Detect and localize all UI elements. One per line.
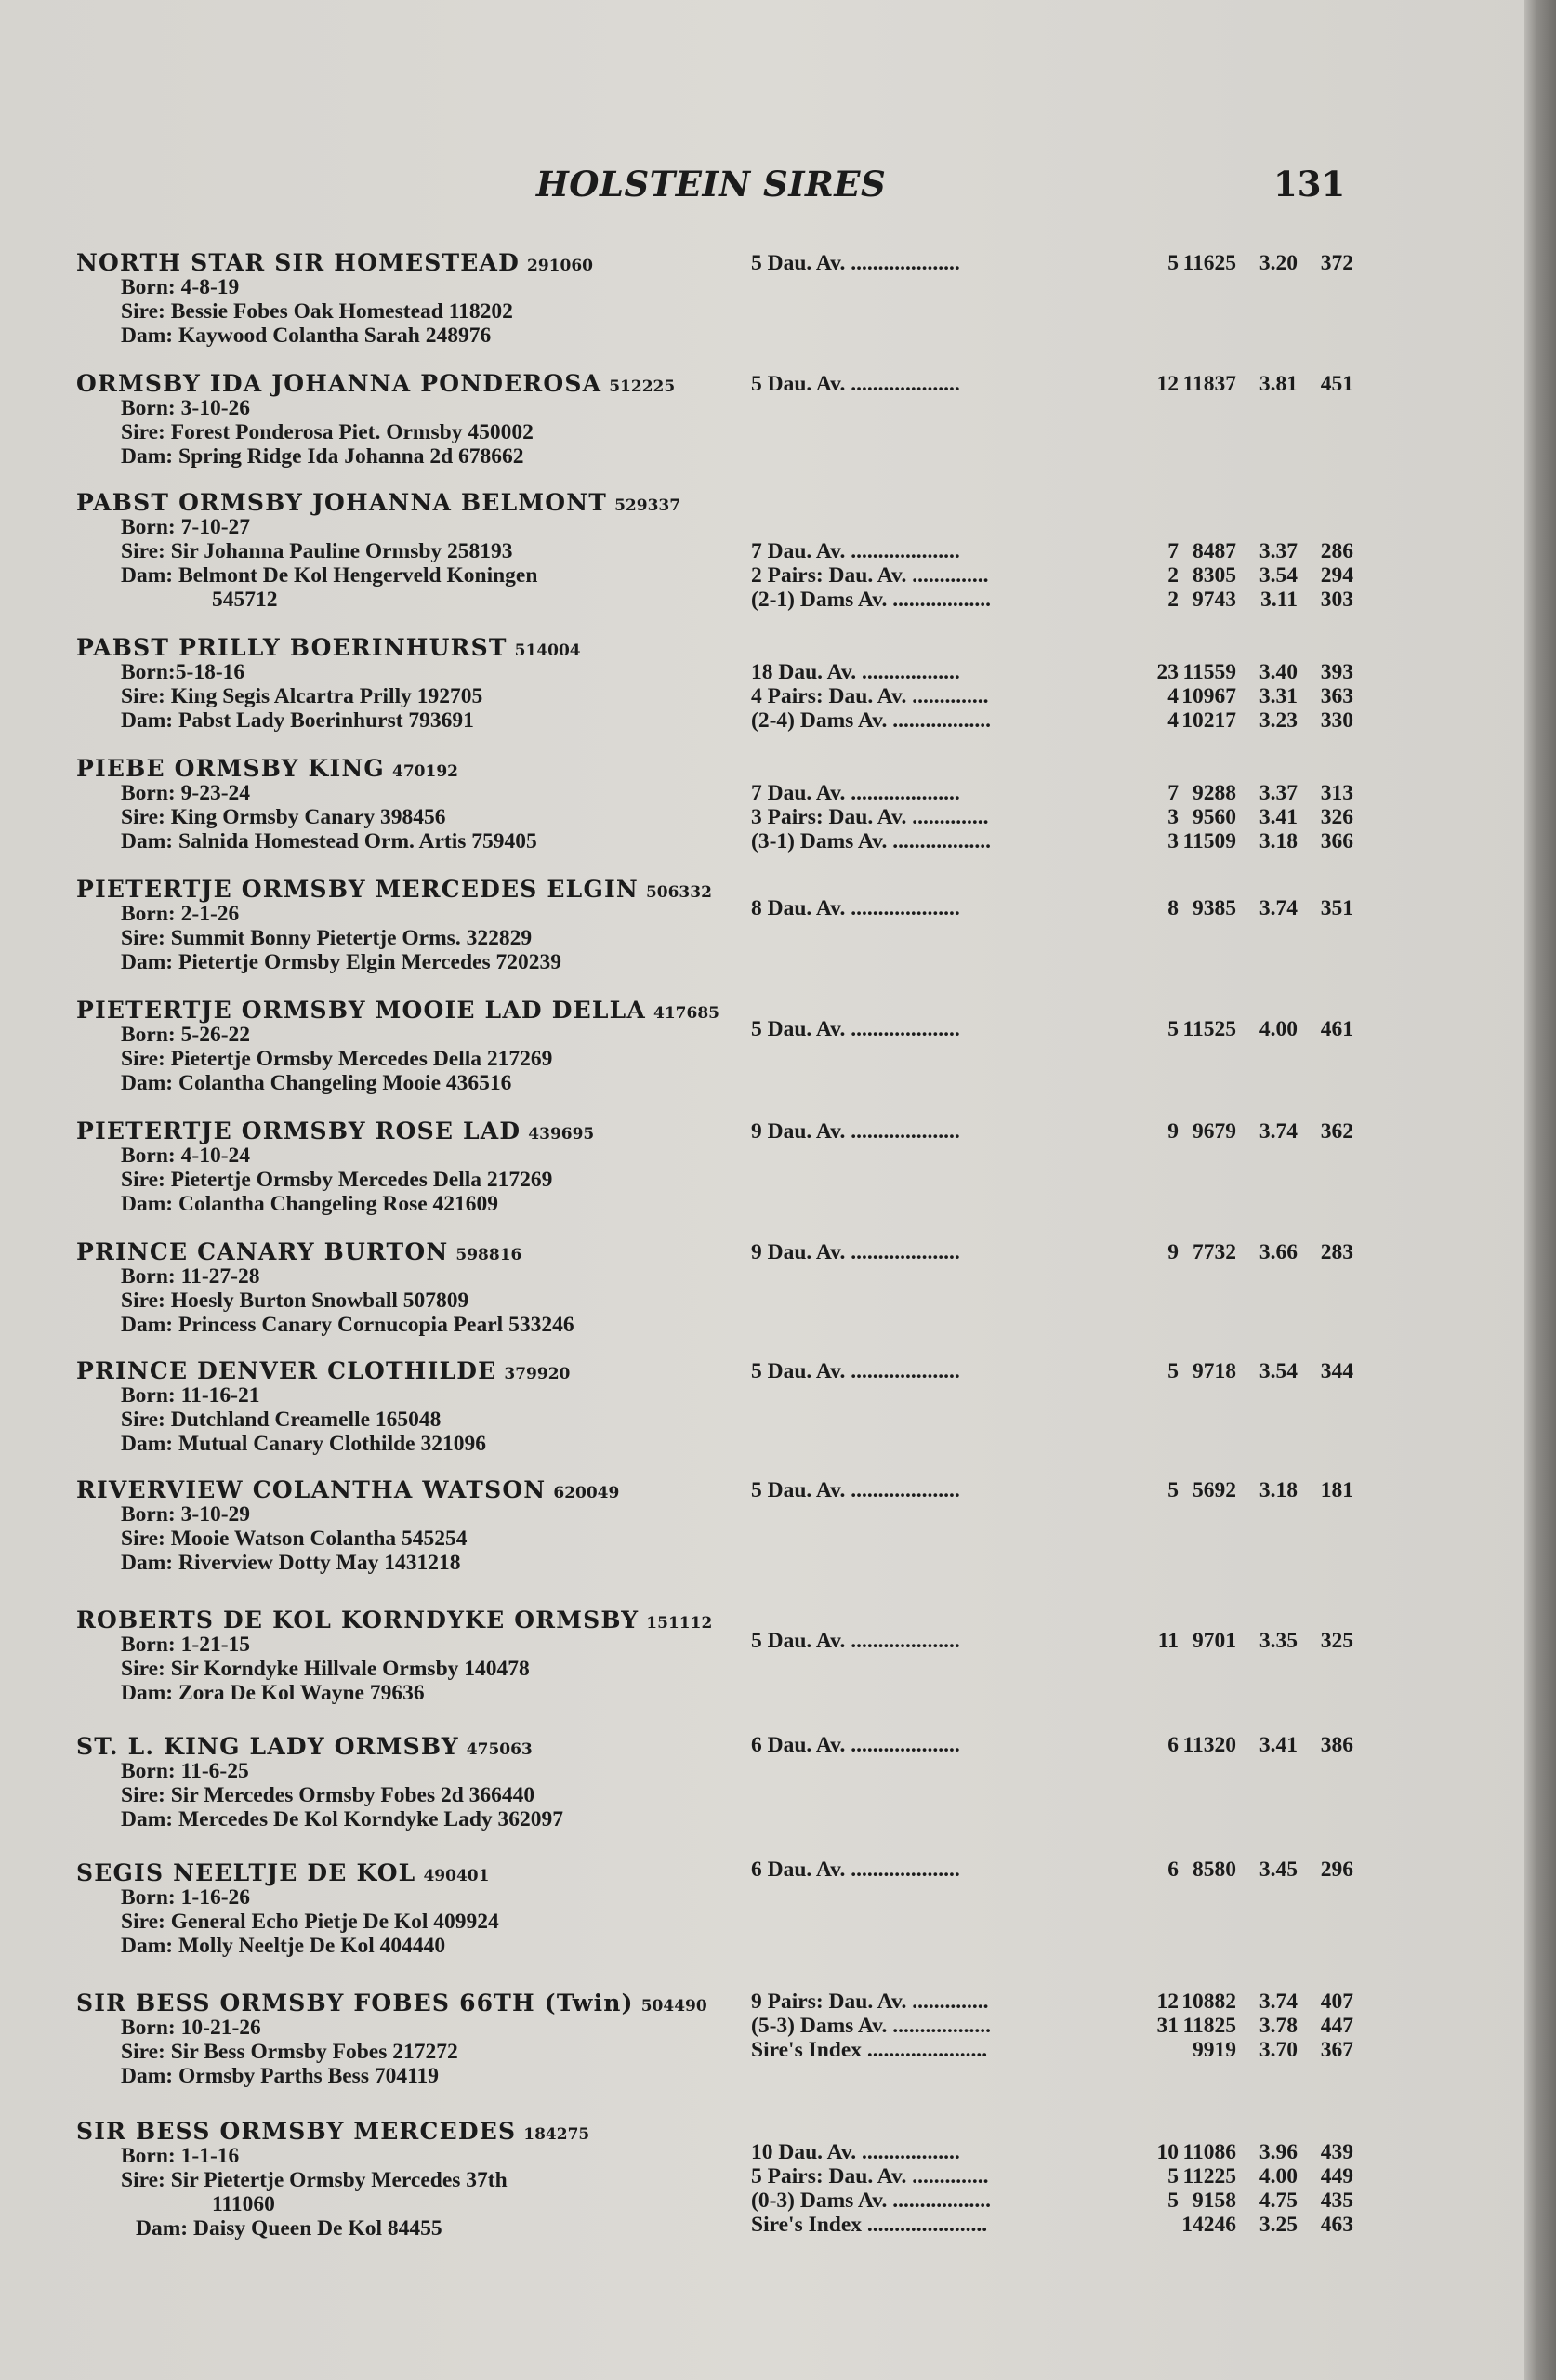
sire-name: PRINCE CANARY BURTON 598816 xyxy=(76,1238,522,1265)
sire-line: Sire: Summit Bonny Pietertje Orms. 322829 xyxy=(121,926,533,950)
born-line: Born: 4-8-19 xyxy=(121,275,240,299)
sire-name: ST. L. KING LADY ORMSBY 475063 xyxy=(76,1733,533,1760)
sire-name: SEGIS NEELTJE DE KOL 490401 xyxy=(76,1859,490,1886)
sire-name: SIR BESS ORMSBY FOBES 66TH (Twin) 504490 xyxy=(76,1990,707,2016)
registration-number: 291060 xyxy=(527,257,593,275)
born-line: Born: 2-1-26 xyxy=(121,902,240,926)
born-line: Born: 9-23-24 xyxy=(121,781,251,805)
sire-line: Sire: King Ormsby Canary 398456 xyxy=(121,805,446,829)
registration-number: 598816 xyxy=(455,1246,522,1264)
dam-line: Dam: Mercedes De Kol Korndyke Lady 362097 xyxy=(121,1807,564,1831)
sire-line: Sire: Forest Ponderosa Piet. Ormsby 450002 xyxy=(121,420,534,444)
registration-number: 470192 xyxy=(392,762,458,781)
born-line: Born: 7-10-27 xyxy=(121,515,251,539)
dam-line: Dam: Pietertje Ormsby Elgin Mercedes 720239 xyxy=(121,950,562,974)
sire-name: PABST PRILLY BOERINHURST 514004 xyxy=(76,634,581,661)
dam-line: Dam: Colantha Changeling Rose 421609 xyxy=(121,1192,499,1216)
sire-line: Sire: Sir Mercedes Ormsby Fobes 2d 366440 xyxy=(121,1783,535,1807)
sire-line: Sire: Dutchland Creamelle 165048 xyxy=(121,1408,442,1432)
sire-line: Sire: Pietertje Ormsby Mercedes Della 217269 xyxy=(121,1047,553,1071)
registration-number: 504490 xyxy=(640,1997,707,2016)
born-line: Born: 10-21-26 xyxy=(121,2016,261,2040)
born-line: Born: 5-26-22 xyxy=(121,1023,251,1047)
registration-number: 514004 xyxy=(514,641,581,660)
sire-line: Sire: Sir Bess Ormsby Fobes 217272 xyxy=(121,2040,458,2064)
sire-name: SIR BESS ORMSBY MERCEDES 184275 xyxy=(76,2118,590,2145)
registration-number: 529337 xyxy=(614,496,681,515)
dam-line: Dam: Daisy Queen De Kol 84455 xyxy=(136,2216,442,2241)
page-number: 131 xyxy=(1273,164,1346,205)
registration-number: 184275 xyxy=(523,2125,590,2144)
sire-line: Sire: General Echo Pietje De Kol 409924 xyxy=(121,1910,499,1934)
sire-name: ORMSBY IDA JOHANNA PONDEROSA 512225 xyxy=(76,370,676,397)
dam-line: Dam: Molly Neeltje De Kol 404440 xyxy=(121,1934,446,1958)
registration-number: 439695 xyxy=(528,1125,595,1144)
born-line: Born: 11-16-21 xyxy=(121,1383,260,1408)
dam-line: Dam: Spring Ridge Ida Johanna 2d 678662 xyxy=(121,444,524,469)
sire-line: Sire: Sir Johanna Pauline Ormsby 258193 xyxy=(121,539,513,563)
sire-line: Sire: Sir Korndyke Hillvale Ormsby 140478 xyxy=(121,1657,530,1681)
born-line: Born: 1-21-15 xyxy=(121,1633,251,1657)
sire-line: Sire: King Segis Alcartra Prilly 192705 xyxy=(121,684,483,708)
sire-name: PABST ORMSBY JOHANNA BELMONT 529337 xyxy=(76,489,681,516)
born-line: Born: 1-1-16 xyxy=(121,2144,240,2168)
born-line: Born: 3-10-26 xyxy=(121,396,251,420)
sire-name: PIETERTJE ORMSBY MERCEDES ELGIN 506332 xyxy=(76,876,712,903)
page-title: HOLSTEIN SIRES xyxy=(535,164,887,205)
dam-line: Dam: Princess Canary Cornucopia Pearl 533246 xyxy=(121,1313,574,1337)
sire-name: PIETERTJE ORMSBY MOOIE LAD DELLA 417685 xyxy=(76,997,719,1024)
sire-line: Sire: Sir Pietertje Ormsby Mercedes 37th xyxy=(121,2168,508,2192)
sire-line: Sire: Pietertje Ormsby Mercedes Della 217269 xyxy=(121,1168,553,1192)
sire-name: NORTH STAR SIR HOMESTEAD 291060 xyxy=(76,249,593,276)
registration-number: 512225 xyxy=(609,377,676,396)
born-line: Born:5-18-16 xyxy=(121,660,245,684)
dam-line: Dam: Salnida Homestead Orm. Artis 759405 xyxy=(121,829,537,853)
page-edge-shadow xyxy=(1524,0,1556,2380)
sire-name: PRINCE DENVER CLOTHILDE 379920 xyxy=(76,1357,571,1384)
dam-line: Dam: Riverview Dotty May 1431218 xyxy=(121,1551,461,1575)
sire-line: Sire: Hoesly Burton Snowball 507809 xyxy=(121,1289,469,1313)
registration-number: 379920 xyxy=(504,1365,571,1383)
born-line: Born: 11-27-28 xyxy=(121,1264,260,1289)
dam-line: Dam: Zora De Kol Wayne 79636 xyxy=(121,1681,425,1705)
dam-line: Dam: Pabst Lady Boerinhurst 793691 xyxy=(121,708,474,733)
registration-number: 475063 xyxy=(466,1740,533,1759)
dam-line: Dam: Mutual Canary Clothilde 321096 xyxy=(121,1432,486,1456)
sire-line: Sire: Mooie Watson Colantha 545254 xyxy=(121,1527,468,1551)
registration-number: 417685 xyxy=(653,1004,719,1023)
registration-number: 506332 xyxy=(645,883,712,902)
sire-name: ROBERTS DE KOL KORNDYKE ORMSBY 151112 xyxy=(76,1606,713,1633)
dam-line-continued: 545712 xyxy=(212,588,278,612)
registration-number: 151112 xyxy=(646,1614,713,1633)
dam-line: Dam: Kaywood Colantha Sarah 248976 xyxy=(121,324,492,348)
born-line: Born: 4-10-24 xyxy=(121,1144,251,1168)
born-line: Born: 11-6-25 xyxy=(121,1759,249,1783)
dam-line: Dam: Ormsby Parths Bess 704119 xyxy=(121,2064,440,2088)
born-line: Born: 3-10-29 xyxy=(121,1502,251,1527)
sire-name: PIETERTJE ORMSBY ROSE LAD 439695 xyxy=(76,1117,595,1144)
sire-line: Sire: Bessie Fobes Oak Homestead 118202 xyxy=(121,299,513,324)
sire-name: PIEBE ORMSBY KING 470192 xyxy=(76,755,458,782)
dam-line: Dam: Belmont De Kol Hengerveld Koningen xyxy=(121,563,538,588)
registration-number: 620049 xyxy=(553,1484,620,1502)
registration-number: 490401 xyxy=(423,1867,490,1885)
sire-name: RIVERVIEW COLANTHA WATSON 620049 xyxy=(76,1476,620,1503)
dam-line: Dam: Colantha Changeling Mooie 436516 xyxy=(121,1071,512,1095)
born-line: Born: 1-16-26 xyxy=(121,1885,251,1910)
sire-line-continued: 111060 xyxy=(212,2192,275,2216)
